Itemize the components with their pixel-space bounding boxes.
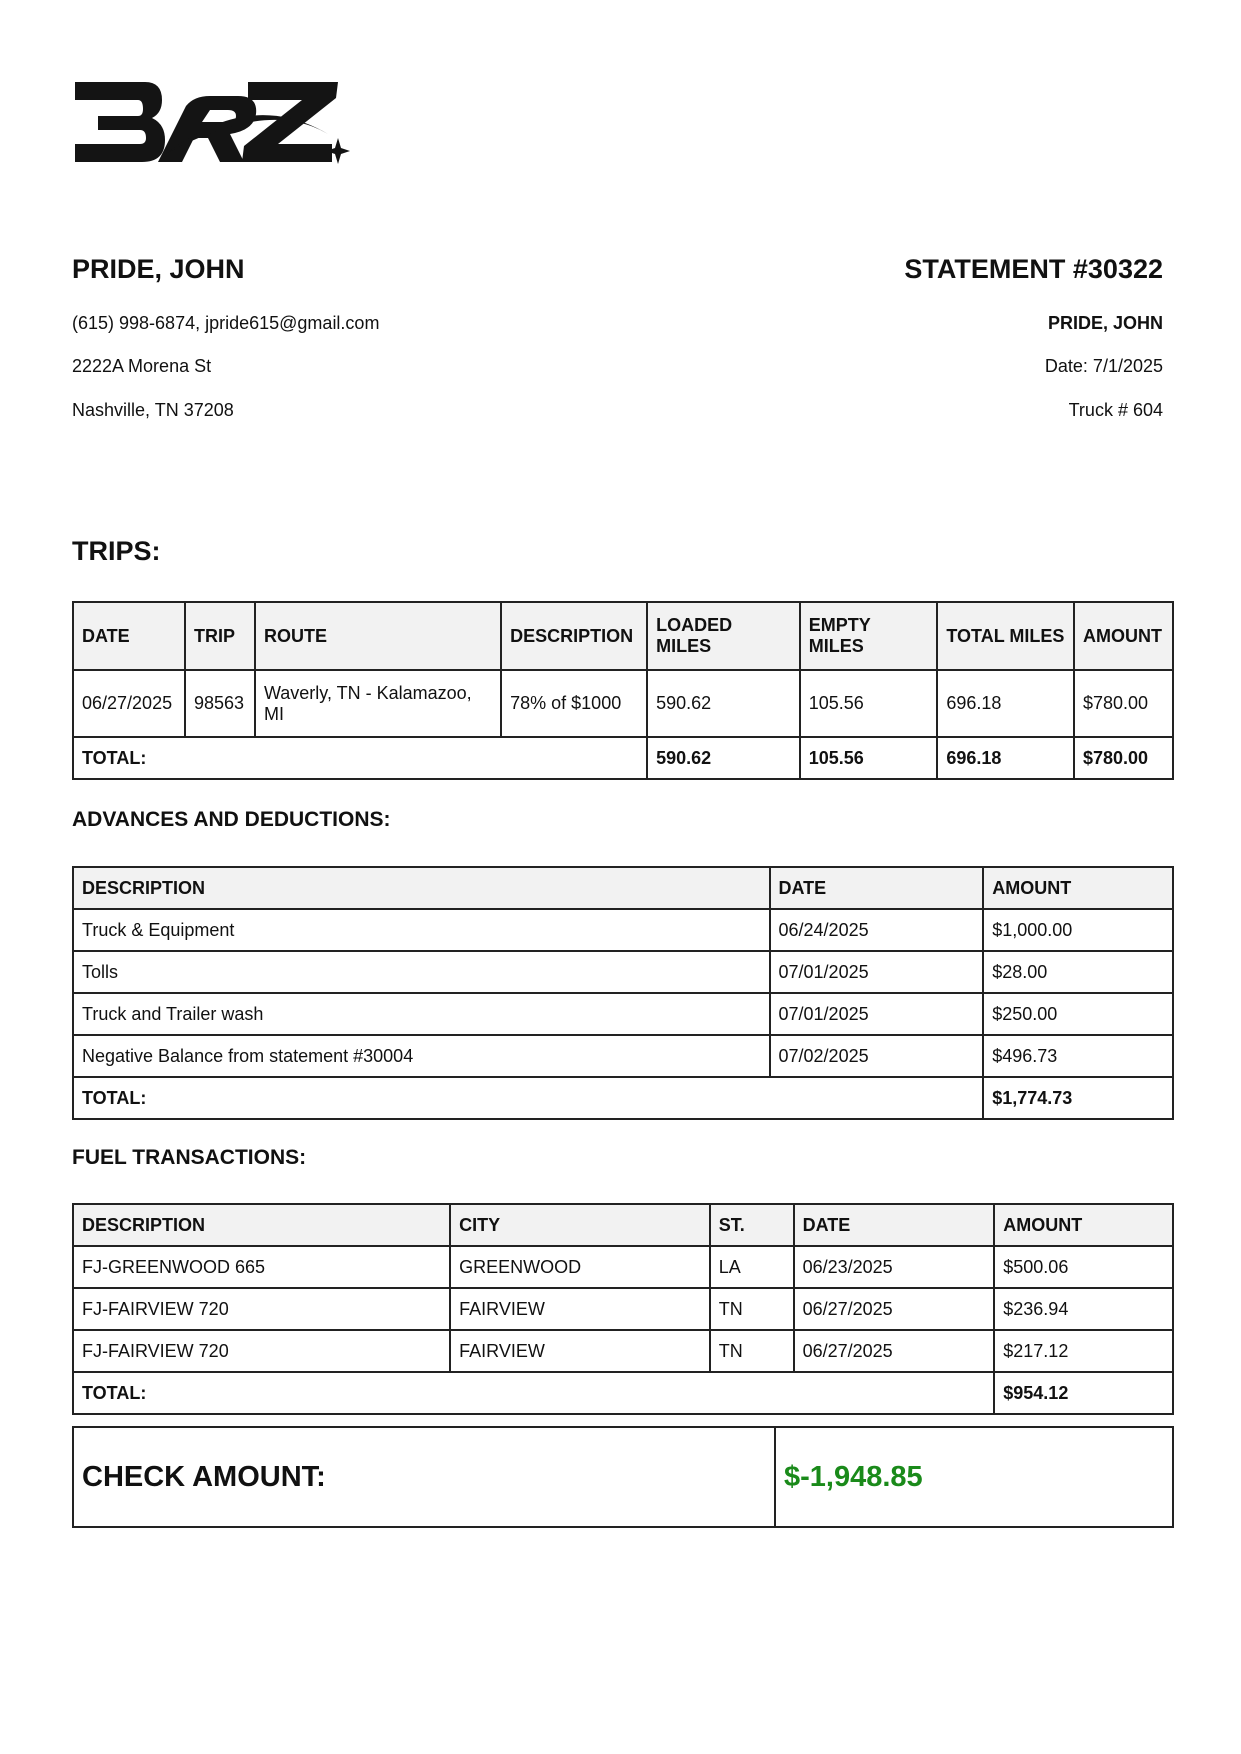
col-route: ROUTE <box>255 602 501 670</box>
contact-info: (615) 998-6874, jpride615@gmail.com <box>72 313 380 333</box>
fuel-state: TN <box>710 1288 794 1330</box>
advances-total-row <box>73 1077 1173 1119</box>
check-amount-value: $-1,948.85 <box>775 1427 1173 1527</box>
truck-number: Truck # 604 <box>1068 400 1163 420</box>
check-amount-label: CHECK AMOUNT: <box>73 1427 775 1527</box>
trips-table <box>72 601 1174 780</box>
advances-title: ADVANCES AND DEDUCTIONS: <box>72 808 391 831</box>
fuel-date: 06/27/2025 <box>794 1288 995 1330</box>
fuel-header-row <box>73 1204 1173 1246</box>
table-row <box>73 1288 1173 1330</box>
trip-description: 78% of $1000 <box>501 670 647 737</box>
advance-date: 07/01/2025 <box>770 993 984 1035</box>
trips-total-row <box>73 737 1173 779</box>
advance-amount: $250.00 <box>983 993 1173 1035</box>
col-state: ST. <box>710 1204 794 1246</box>
trip-route: Waverly, TN - Kalamazoo, MI <box>255 670 501 737</box>
table-row <box>73 1330 1173 1372</box>
advances-total-amount: $1,774.73 <box>983 1077 1173 1119</box>
trip-amount: $780.00 <box>1074 670 1173 737</box>
advance-date: 06/24/2025 <box>770 909 984 951</box>
trip-date: 06/27/2025 <box>73 670 185 737</box>
trips-total-empty: 105.56 <box>800 737 938 779</box>
trip-number: 98563 <box>185 670 255 737</box>
advance-date: 07/02/2025 <box>770 1035 984 1077</box>
trip-total-miles: 696.18 <box>937 670 1074 737</box>
col-amount: AMOUNT <box>994 1204 1173 1246</box>
trip-loaded-miles: 590.62 <box>647 670 800 737</box>
fuel-amount: $236.94 <box>994 1288 1173 1330</box>
advance-amount: $496.73 <box>983 1035 1173 1077</box>
col-amount: AMOUNT <box>1074 602 1173 670</box>
fuel-amount: $500.06 <box>994 1246 1173 1288</box>
col-amount: AMOUNT <box>983 867 1173 909</box>
col-description: DESCRIPTION <box>73 1204 450 1246</box>
col-trip: TRIP <box>185 602 255 670</box>
trips-total-loaded: 590.62 <box>647 737 800 779</box>
table-row <box>73 909 1173 951</box>
fuel-state: TN <box>710 1330 794 1372</box>
fuel-total-row <box>73 1372 1173 1414</box>
fuel-description: FJ-GREENWOOD 665 <box>73 1246 450 1288</box>
fuel-date: 06/27/2025 <box>794 1330 995 1372</box>
advances-table <box>72 866 1174 1120</box>
trip-empty-miles: 105.56 <box>800 670 938 737</box>
trips-total-amount: $780.00 <box>1074 737 1173 779</box>
col-date: DATE <box>794 1204 995 1246</box>
fuel-description: FJ-FAIRVIEW 720 <box>73 1330 450 1372</box>
fuel-city: FAIRVIEW <box>450 1288 710 1330</box>
trips-total-miles: 696.18 <box>937 737 1074 779</box>
col-loaded-miles: LOADED MILES <box>647 602 800 670</box>
col-description: DESCRIPTION <box>501 602 647 670</box>
check-amount-box <box>72 1426 1174 1528</box>
table-row <box>73 670 1173 737</box>
advance-description: Tolls <box>73 951 770 993</box>
fuel-total-amount: $954.12 <box>994 1372 1173 1414</box>
advance-date: 07/01/2025 <box>770 951 984 993</box>
trips-total-label: TOTAL: <box>73 737 647 779</box>
fuel-date: 06/23/2025 <box>794 1246 995 1288</box>
advance-description: Truck and Trailer wash <box>73 993 770 1035</box>
fuel-title: FUEL TRANSACTIONS: <box>72 1146 307 1169</box>
advance-amount: $28.00 <box>983 951 1173 993</box>
fuel-description: FJ-FAIRVIEW 720 <box>73 1288 450 1330</box>
fuel-total-label: TOTAL: <box>73 1372 994 1414</box>
trips-title: TRIPS: <box>72 536 161 566</box>
advance-description: Truck & Equipment <box>73 909 770 951</box>
col-empty-miles: EMPTY MILES <box>800 602 938 670</box>
fuel-amount: $217.12 <box>994 1330 1173 1372</box>
statement-name: PRIDE, JOHN <box>1047 313 1163 333</box>
statement-date: Date: 7/1/2025 <box>1044 356 1163 376</box>
col-total-miles: TOTAL MILES <box>937 602 1074 670</box>
col-description: DESCRIPTION <box>73 867 770 909</box>
fuel-state: LA <box>710 1246 794 1288</box>
advances-header-row <box>73 867 1173 909</box>
driver-name: PRIDE, JOHN <box>72 254 245 284</box>
address-line-2: Nashville, TN 37208 <box>72 400 234 420</box>
col-city: CITY <box>450 1204 710 1246</box>
fuel-city: GREENWOOD <box>450 1246 710 1288</box>
brz-logo <box>70 78 390 198</box>
table-row <box>73 1246 1173 1288</box>
table-row <box>73 993 1173 1035</box>
advance-amount: $1,000.00 <box>983 909 1173 951</box>
table-row <box>73 951 1173 993</box>
col-date: DATE <box>73 602 185 670</box>
fuel-table <box>72 1203 1174 1415</box>
fuel-city: FAIRVIEW <box>450 1330 710 1372</box>
brz-logo-mark <box>70 78 390 198</box>
statement-title: STATEMENT #30322 <box>904 254 1163 284</box>
advances-total-label: TOTAL: <box>73 1077 983 1119</box>
col-date: DATE <box>770 867 984 909</box>
table-row <box>73 1035 1173 1077</box>
advance-description: Negative Balance from statement #30004 <box>73 1035 770 1077</box>
address-line-1: 2222A Morena St <box>72 356 212 376</box>
trips-header-row <box>73 602 1173 670</box>
